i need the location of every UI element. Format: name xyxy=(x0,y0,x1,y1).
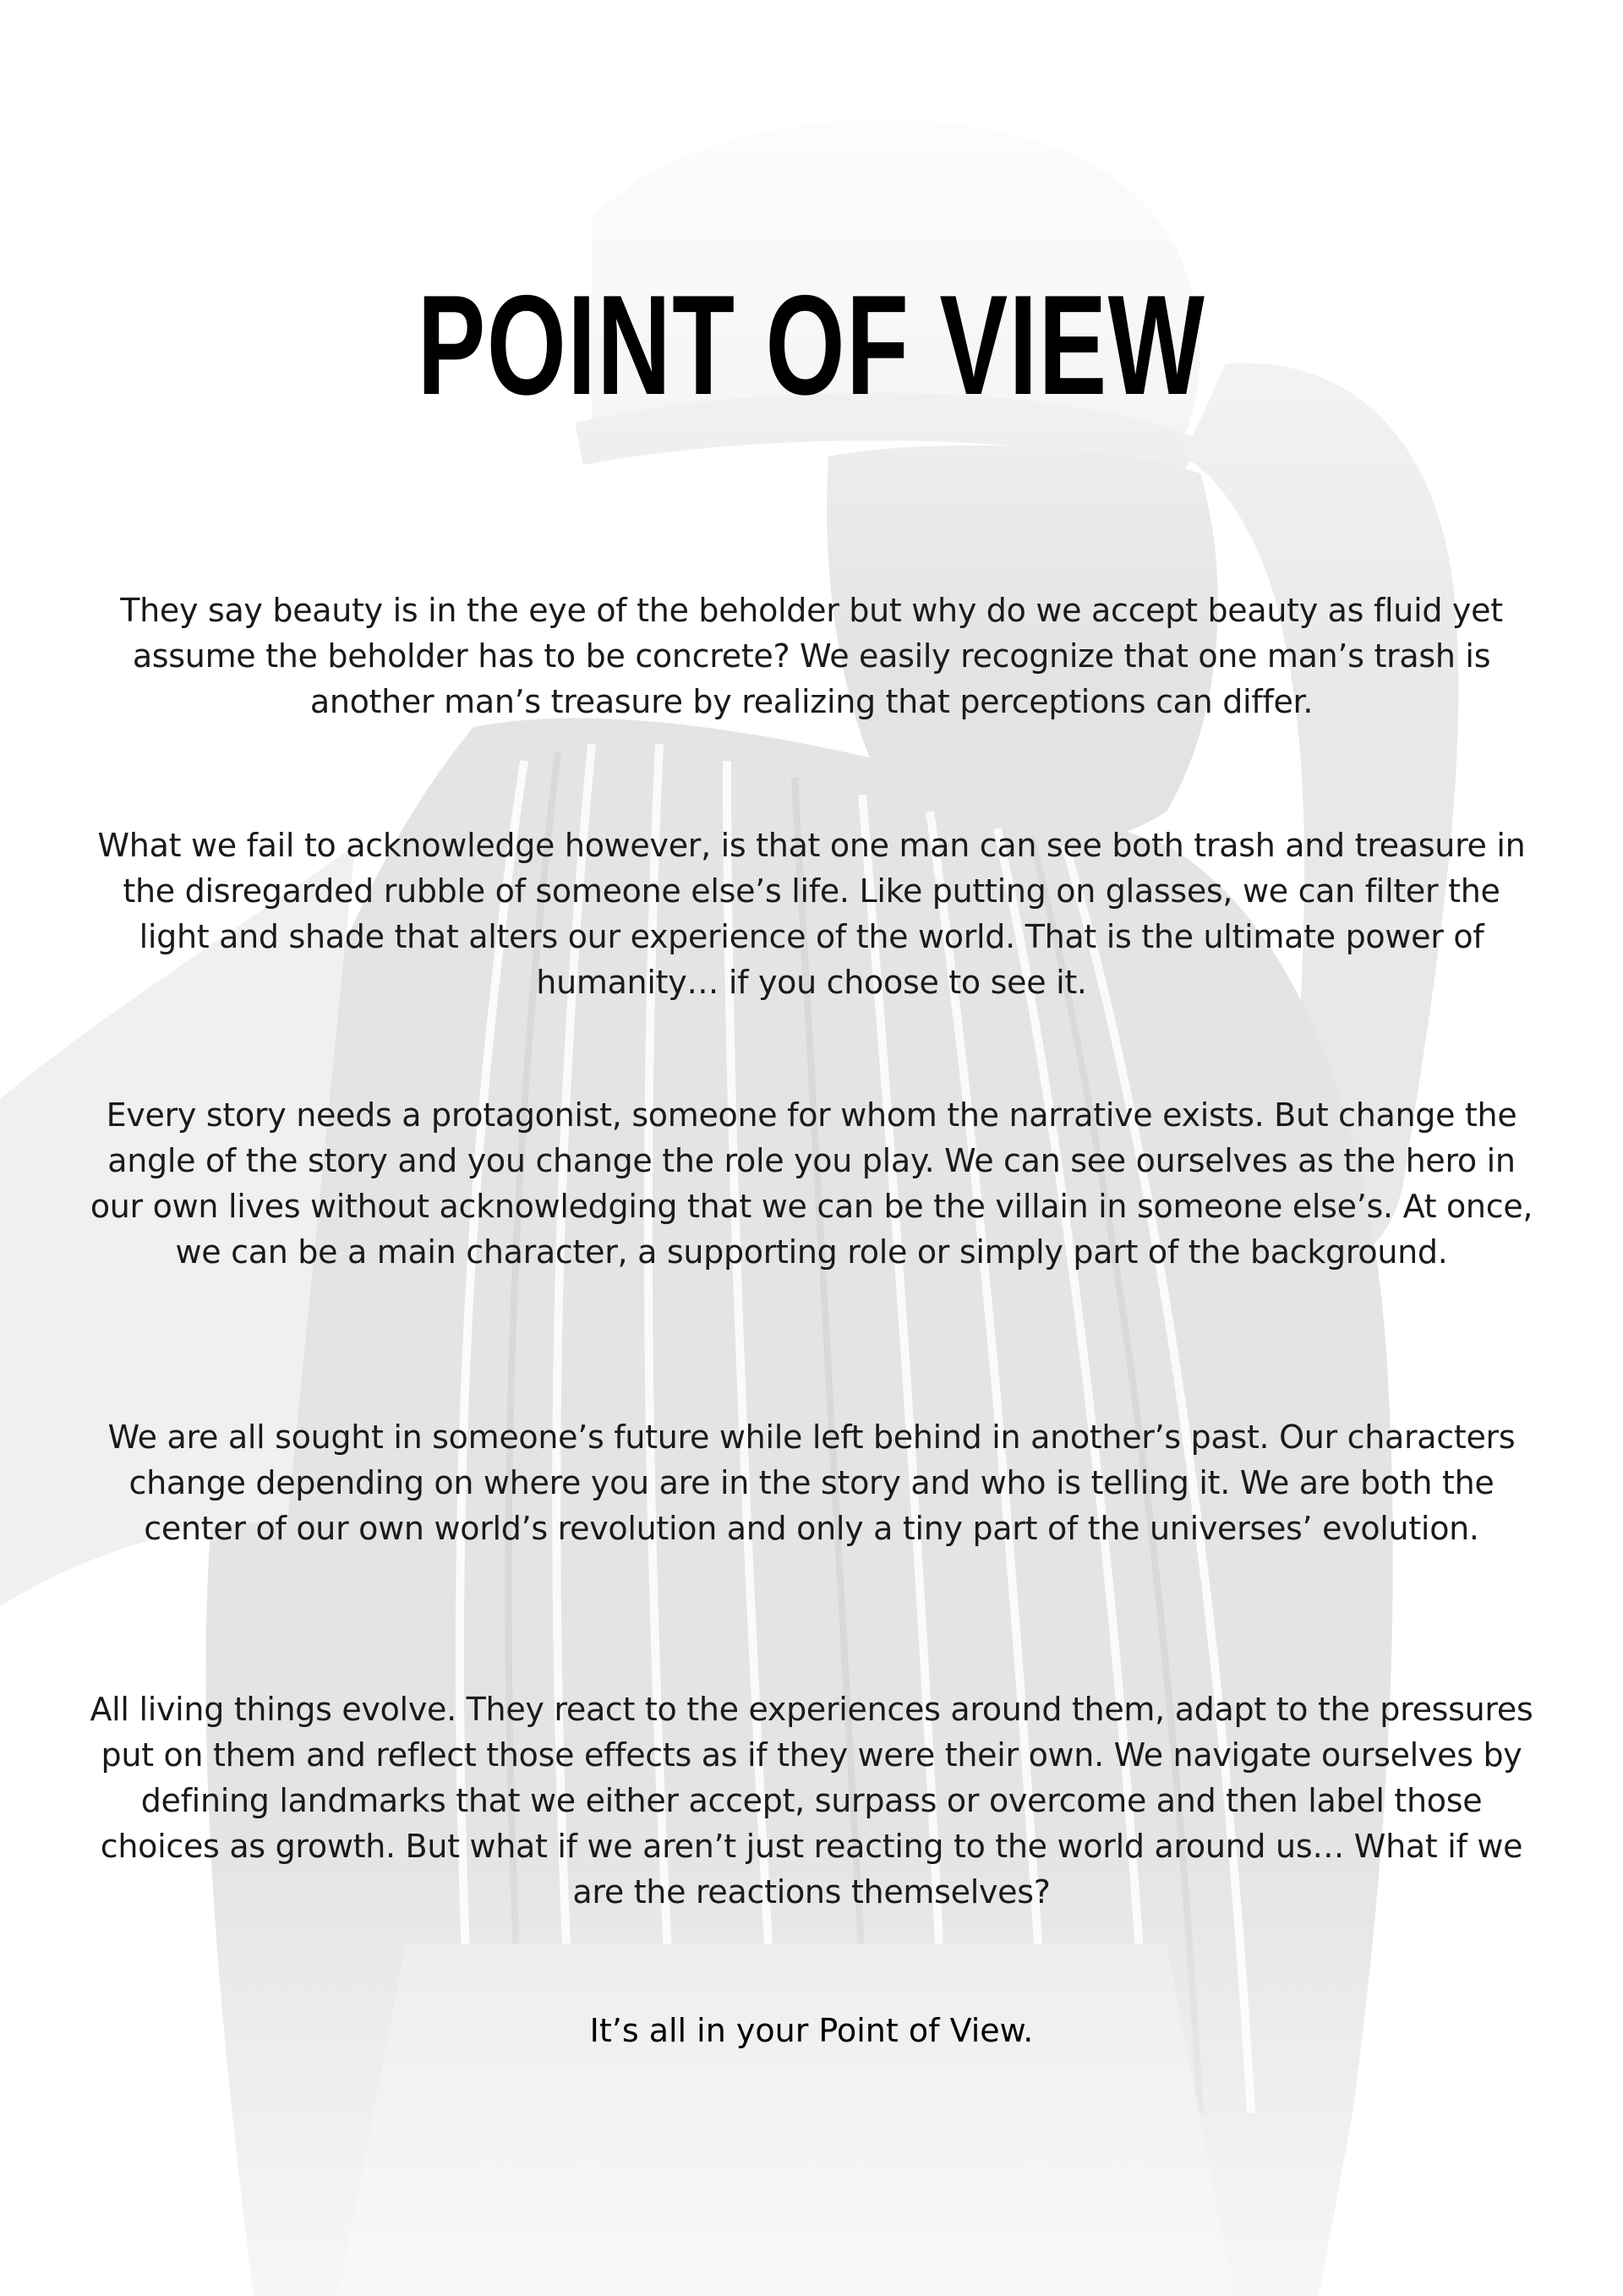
closing-line: It’s all in your Point of View. xyxy=(589,2012,1034,2049)
paragraph-1: They say beauty is in the eye of the beholder but why do we accept beauty as fluid yet assume the beholder has to be concrete? We easily recognize that one man’s trash is another man’s treasure by realizing that perceptions can differ. xyxy=(120,592,1503,720)
paragraph-5: All living things evolve. They react to the experiences around them, adapt to the pressures put on them and reflect those effects as if they were their own. We navigate ourselves by defining landmarks that we either accept, surpass or overcome and then label those choices as growth. But what if we aren’t just reacting to the world around us… What if we are the reactions themselves? xyxy=(90,1691,1533,1911)
paragraph-4: We are all sought in someone’s future while left behind in another’s past. Our characters change depending on where you are in the story and who is telling it. We are both the center of our own world’s revolution and only a tiny part of the universes’ evolution. xyxy=(107,1419,1516,1547)
page-title: POINT OF VIEW xyxy=(417,265,1206,424)
paragraph-3: Every story needs a protagonist, someone for whom the narrative exists. But change the angle of the story and you change the role you play. We can see ourselves as the hero in our own lives without acknowledging that we can be the villain in someone else’s. At once, we can be a main character, a supporting role or simply part of the background. xyxy=(90,1096,1533,1271)
paragraph-2: What we fail to acknowledge however, is that one man can see both trash and treasure in the disregarded rubble of someone else’s life. Like putting on glasses, we can filter the light and shade that alters our experience of the world. That is the ultimate power of humanity… if you choose to see it. xyxy=(97,827,1526,1001)
